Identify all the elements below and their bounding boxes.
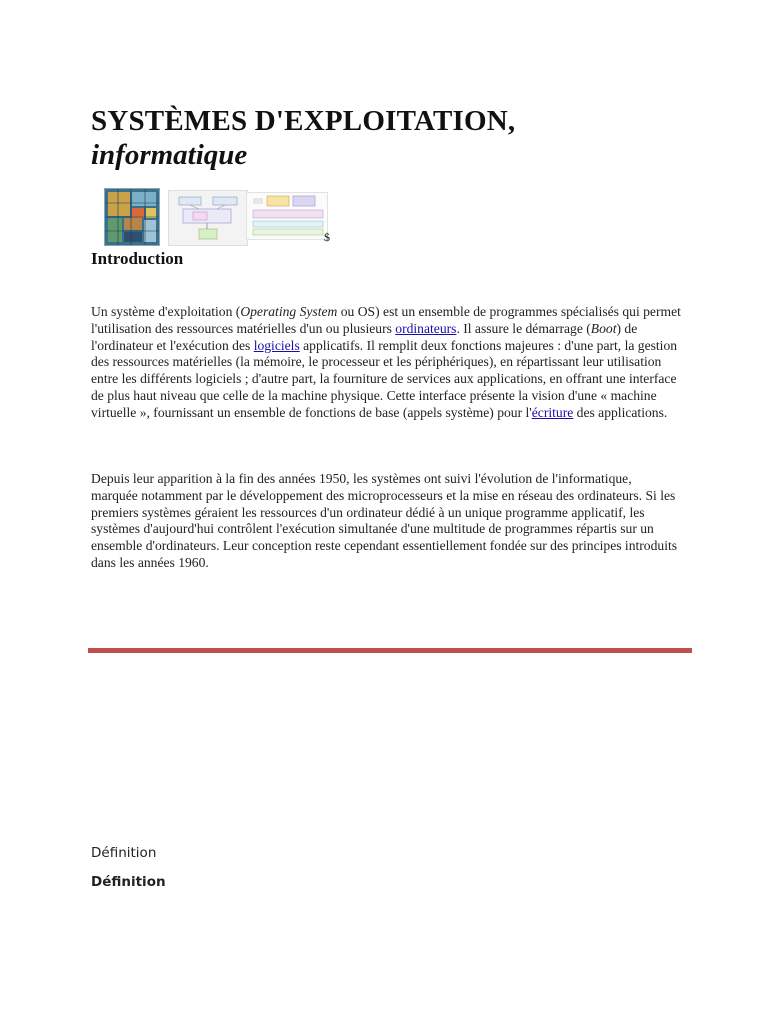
section-heading-introduction: Introduction: [91, 249, 184, 268]
title-subtitle: informatique: [91, 139, 248, 171]
thumbnail-strip: [104, 186, 336, 246]
thumbnail-suffix: $: [324, 230, 330, 244]
paragraph-text: ou OS) est un ensemble de programmes spécialisés qui permet l'utilisation des ressources matérielles d'un ou plusieurs: [91, 304, 681, 336]
paragraph-text: des applications.: [573, 404, 668, 420]
os-diagram-thumbnail[interactable]: [168, 190, 248, 246]
page-title: [91, 104, 691, 172]
definition-label: Définition: [91, 845, 157, 861]
section-divider: [88, 648, 692, 653]
paragraph-italic-text: Operating System: [240, 304, 338, 319]
link-ordinateurs[interactable]: ordinateurs: [395, 320, 457, 336]
link-logiciels[interactable]: logiciels: [253, 337, 300, 353]
paragraph-history: Depuis leur apparition à la fin des années 1950, les systèmes ont suivi l'évolution de l'informatique, marquée notamment par le développement des microprocesseurs et la mise en réseau des ordinateurs. Si les premiers systèmes géraient les ressources d'un ordinateur dédié à un unique programme applicatif, les systèmes d'aujourd'hui contrôlent l'exécution simultanée d'une multitude de programmes répartis sur un ensemble d'ordinateurs. Leur conception reste cependant essentiellement fondée sur des principes introduits dans les années 1960.: [91, 471, 678, 570]
definition-heading: Définition: [91, 874, 166, 890]
paragraph-introduction: [91, 304, 681, 422]
processor-chip-thumbnail[interactable]: [104, 188, 160, 246]
paragraph-text: ) de l'ordinateur et l'exécution des: [91, 320, 638, 353]
title-main: SYSTÈMES D'EXPLOITATION,: [91, 105, 516, 137]
paragraph-text: applicatifs. Il remplit deux fonctions majeures : d'une part, la gestion des ressources matérielles (la mémoire, le processeur et les périphériques), en répartissant leur utilisation entre les différents logiciels ; d'autre part, la fourniture de services aux applications, en offrant une interface de plus haut niveau que celle de la machine physique. Cette interface présente la vision d'une « machine virtuelle », fournissant un ensemble de fonctions de base (appels système) pour l': [91, 337, 678, 420]
architecture-diagram-thumbnail[interactable]: [246, 192, 328, 240]
link-ecriture[interactable]: écriture: [531, 404, 574, 420]
paragraph-text: Un système d'exploitation (: [91, 304, 241, 319]
paragraph-text: . Il assure le démarrage (: [456, 320, 591, 336]
paragraph-italic-text: Boot: [590, 320, 617, 336]
